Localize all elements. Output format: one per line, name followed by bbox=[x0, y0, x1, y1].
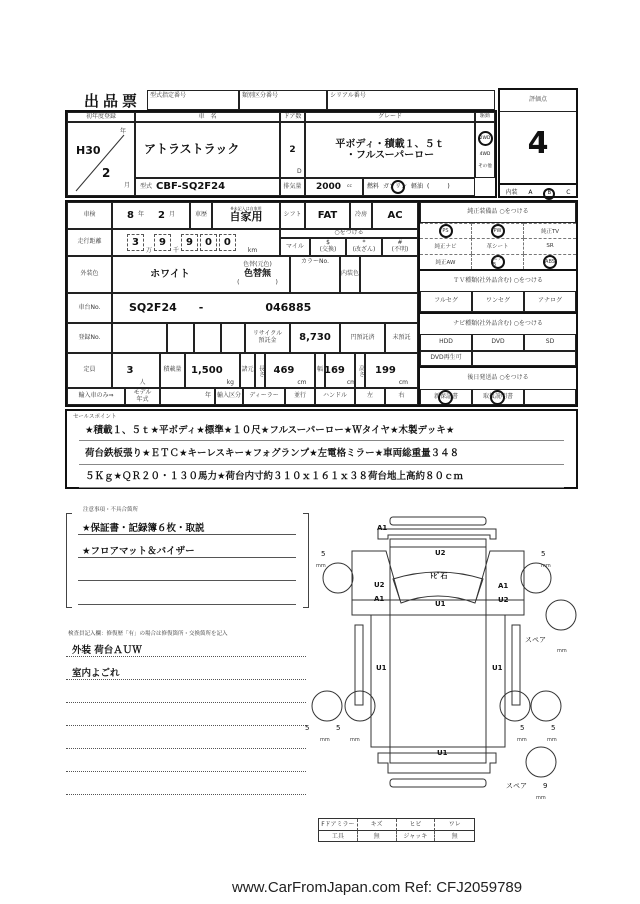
mileage-digit: 0 bbox=[200, 234, 217, 252]
mark-mile[interactable]: マイル bbox=[280, 238, 310, 256]
genuine-airbag[interactable]: エアB bbox=[472, 254, 524, 269]
score-label: 評価点 bbox=[528, 96, 547, 103]
tv-header: ＴＶ種類(社外品含む) ○をつける bbox=[453, 276, 543, 284]
score-value: 4 bbox=[500, 111, 576, 183]
mark-unknown[interactable]: # (不明) bbox=[382, 238, 418, 256]
load-cell bbox=[185, 353, 240, 388]
chassis-value bbox=[112, 293, 418, 323]
navi-dvd[interactable]: DVD bbox=[472, 334, 524, 351]
shift-label: シフト bbox=[280, 202, 305, 229]
color-paren: ( ) bbox=[237, 278, 278, 286]
fuel-gasoline-circled: ガソリン bbox=[383, 184, 407, 191]
interior-label: 内装 bbox=[505, 189, 518, 197]
later-manual-circled[interactable]: 取扱説明書 bbox=[472, 389, 524, 405]
year-unit: 年 bbox=[137, 211, 144, 219]
damage-mark: U1 bbox=[437, 749, 448, 757]
table-cell: 無 bbox=[358, 831, 397, 842]
capacity-label: 定員 bbox=[67, 353, 112, 388]
width-value: 169 bbox=[323, 364, 345, 376]
import-label: 輸入車のみ⇒ bbox=[67, 388, 125, 405]
damage-mark: U2 bbox=[435, 549, 446, 557]
tire-depth: 5 bbox=[336, 724, 341, 732]
interior-color-label: 内装色 bbox=[340, 256, 360, 293]
tire-depth: 5 bbox=[551, 724, 556, 732]
capacity-unit: 人 bbox=[139, 379, 146, 387]
car-name: アトラストラック bbox=[135, 122, 280, 178]
model-value: CBF-SQ2F24 bbox=[156, 181, 226, 193]
inspector-line-empty bbox=[66, 729, 306, 749]
spare-depth: 9 bbox=[543, 782, 548, 790]
tire-depth: 5 bbox=[305, 724, 310, 732]
drive-label: 駆動 bbox=[475, 112, 495, 122]
mileage-digit: 9 bbox=[181, 234, 198, 252]
spare-tire-rear bbox=[526, 747, 556, 777]
history-note: ※未記入は自家用 bbox=[230, 205, 262, 211]
note-line-empty bbox=[78, 561, 296, 581]
vehicle-damage-diagram bbox=[300, 515, 595, 815]
inspection-month: 2 bbox=[158, 209, 165, 221]
chassis-label: 車台No. bbox=[67, 293, 112, 323]
later-blank bbox=[524, 389, 576, 405]
recycle-label: リサイクル預託金 bbox=[245, 323, 290, 353]
genuine-header: 純正装備品 ○をつける bbox=[420, 202, 576, 223]
inspector-lines bbox=[66, 637, 311, 807]
tv-oneseg[interactable]: ワンセグ bbox=[472, 291, 524, 312]
mileage-label: 走行距離 bbox=[67, 229, 112, 256]
mm-unit: mm bbox=[536, 795, 546, 801]
table-cell: ワレ bbox=[435, 819, 474, 831]
history-value: 自家用 bbox=[229, 210, 263, 224]
grade-line-1: 平ボディ・積載１、５ｔ bbox=[335, 138, 445, 150]
reg-cell bbox=[112, 323, 167, 353]
mileage-digit: 0 bbox=[219, 234, 236, 252]
chassis-number: 046885 bbox=[265, 300, 312, 314]
unit-km: km bbox=[247, 247, 258, 255]
length-label: 長さ bbox=[255, 353, 265, 388]
genuine-tv[interactable]: 純正TV bbox=[524, 223, 576, 238]
displacement-cell bbox=[305, 178, 363, 196]
handle-label: ハンドル bbox=[315, 388, 355, 405]
damage-mark: U1 bbox=[376, 664, 387, 672]
type-designation-field: 型式指定番号 bbox=[147, 90, 239, 110]
color-change-label: 色替(元色) bbox=[243, 261, 272, 269]
inspector-line-empty bbox=[66, 706, 306, 726]
load-value: 1,500 bbox=[191, 364, 223, 376]
diesel-paren: ( ) bbox=[427, 182, 450, 190]
note-line: ★保証書・記録簿６枚・取説 bbox=[78, 515, 296, 535]
sales-point-line: ５Ｋｇ★ＱＲ２０・１３０馬力★荷台内寸約３１０ｘ１６１ｘ３８荷台地上高約８０ｃｍ bbox=[79, 466, 564, 488]
grade-line-2: ・フルスーパーロー bbox=[345, 150, 435, 161]
first-reg-cell bbox=[67, 122, 135, 196]
recycle-unpaid: 未預託 bbox=[385, 323, 418, 353]
chassis-prefix: SQ2F24 bbox=[129, 300, 177, 314]
reg-cell bbox=[167, 323, 194, 353]
reg-label: 登録No. bbox=[67, 323, 112, 353]
mm-unit: mm bbox=[517, 737, 527, 743]
interior-color-value bbox=[360, 256, 418, 293]
rear-bumper bbox=[390, 779, 486, 787]
drive-other: その他 bbox=[478, 163, 492, 169]
damage-mark: A1 bbox=[498, 582, 509, 590]
width-label: 幅 bbox=[315, 353, 325, 388]
model-year-label: モデル年式 bbox=[125, 388, 160, 405]
width-cell bbox=[325, 353, 355, 388]
inspection-year: 8 bbox=[127, 209, 134, 221]
footer-watermark: www.CarFromJapan.com Ref: CFJ2059789 bbox=[232, 879, 523, 896]
front-bumper-frame bbox=[378, 529, 496, 539]
month-unit: 月 bbox=[124, 182, 131, 189]
genuine-aw[interactable]: 純正AW bbox=[420, 254, 472, 269]
genuine-abs[interactable]: ABS bbox=[524, 254, 576, 269]
length-cell bbox=[265, 353, 315, 388]
category-field: 類別区分番号 bbox=[239, 90, 327, 110]
later-header: 後日発送品 ○をつける bbox=[467, 374, 529, 382]
front-bumper bbox=[390, 517, 486, 525]
mileage-digit: 3 bbox=[127, 234, 144, 252]
damage-mark: U1 bbox=[492, 664, 503, 672]
inspector-line-empty bbox=[66, 752, 306, 772]
damage-mark: U2 bbox=[498, 596, 509, 604]
ac-label: 冷房 bbox=[350, 202, 372, 229]
shift-value: FAT bbox=[305, 202, 350, 229]
sheet-title: 出品票 bbox=[84, 92, 142, 110]
doors-unit: D bbox=[297, 168, 302, 175]
note-line-empty bbox=[78, 585, 296, 605]
sales-point-line: 荷台鉄板張り★ＥＴＣ★キーレスキー★フォグランプ★左電格ミラー★車両総重量３４８ bbox=[79, 443, 564, 465]
doors-value: 2 bbox=[280, 122, 305, 178]
color-label: 外装色 bbox=[67, 256, 112, 293]
model-year-value: 年 bbox=[160, 388, 215, 405]
table-cell: ジャッキ bbox=[397, 831, 436, 842]
recycle-paid: 円預託済 bbox=[340, 323, 385, 353]
spare-label: スペア bbox=[506, 782, 527, 790]
drive-4wd: 4WD bbox=[479, 152, 491, 158]
genuine-sunroof[interactable]: SR bbox=[524, 238, 576, 253]
serial-field: シリアル番号 bbox=[327, 90, 495, 110]
tv-analog[interactable]: アナログ bbox=[524, 291, 576, 312]
left-door bbox=[352, 551, 400, 600]
car-name-label: 車 名 bbox=[135, 112, 280, 122]
drive-2wd-circled: 2WD bbox=[478, 131, 493, 146]
mileage-value bbox=[112, 229, 280, 256]
genuine-leather-seat[interactable]: 革シート bbox=[472, 238, 524, 253]
mark-header: ○をつける bbox=[280, 229, 418, 238]
import-parallel[interactable]: 並行 bbox=[285, 388, 315, 405]
ac-value: AC bbox=[372, 202, 418, 229]
score-box bbox=[498, 88, 578, 198]
mm-unit: mm bbox=[320, 737, 330, 743]
spare-tire bbox=[546, 600, 576, 630]
first-reg-label: 初年度登録 bbox=[67, 112, 135, 122]
displacement-unit: cc bbox=[347, 184, 352, 190]
chassis-dash: - bbox=[198, 300, 204, 314]
height-label: 高さ bbox=[355, 353, 365, 388]
mm-unit: mm bbox=[547, 737, 557, 743]
reg-cell bbox=[221, 323, 245, 353]
mark-tampered[interactable]: * (改ざん) bbox=[346, 238, 382, 256]
displacement-label: 排気量 bbox=[280, 178, 305, 196]
tv-fullseg[interactable]: フルセグ bbox=[420, 291, 472, 312]
genuine-grid bbox=[420, 223, 576, 269]
doors-label: ドア数 bbox=[280, 112, 305, 122]
tire-front-left bbox=[323, 563, 353, 593]
genuine-navi[interactable]: 純正ナビ bbox=[420, 238, 472, 253]
mileage-digit: 9 bbox=[154, 234, 171, 252]
capacity-value: 3 bbox=[126, 364, 134, 376]
later-warranty-circled[interactable]: 新保証書 bbox=[420, 389, 472, 405]
import-dealer[interactable]: ディーラー bbox=[243, 388, 285, 405]
tire-rear-right-outer bbox=[531, 691, 561, 721]
mm-unit: mm bbox=[350, 737, 360, 743]
tire-depth: 5 bbox=[541, 550, 546, 558]
color-change-cell bbox=[226, 256, 290, 293]
month-unit: 月 bbox=[168, 211, 175, 219]
right-side-panel bbox=[512, 625, 520, 705]
damage-mark: U1 bbox=[435, 600, 446, 608]
handle-right[interactable]: 右 bbox=[385, 388, 418, 405]
navi-hdd[interactable]: HDD bbox=[420, 334, 472, 351]
interior-grade-a: A bbox=[528, 189, 533, 197]
capacity-cell bbox=[112, 353, 160, 388]
spare-label: スペア bbox=[525, 636, 546, 644]
year-unit: 年 bbox=[120, 128, 127, 135]
note-line: ★フロアマット＆バイザー bbox=[78, 538, 296, 558]
load-label: 積載量 bbox=[160, 353, 185, 388]
mm-unit: mm bbox=[316, 563, 326, 569]
interior-grade-c: C bbox=[566, 189, 571, 197]
load-unit: kg bbox=[226, 379, 234, 387]
fuel-cell bbox=[363, 178, 475, 196]
height-value: 199 bbox=[374, 364, 396, 376]
drive-options bbox=[475, 122, 495, 178]
table-cell: キズ bbox=[358, 819, 397, 831]
damage-mark: A1 bbox=[377, 524, 388, 532]
windshield-mark: ﾄﾋﾞ石 bbox=[430, 572, 448, 580]
unit-man: 万 bbox=[145, 247, 152, 255]
inspector-line-empty bbox=[66, 775, 306, 795]
sales-points-box bbox=[65, 409, 578, 489]
mark-exchanged[interactable]: $ (交換) bbox=[310, 238, 346, 256]
import-type-label: 輸入区分 bbox=[215, 388, 243, 405]
color-change-value: 色替無 bbox=[243, 269, 271, 280]
color-no-label: カラーNo. bbox=[290, 256, 340, 293]
inspection-value bbox=[112, 202, 190, 229]
damage-mark: U2 bbox=[374, 581, 385, 589]
tire-depth: 5 bbox=[520, 724, 525, 732]
bed-frame bbox=[371, 615, 505, 747]
tire-rear-left-outer bbox=[312, 691, 342, 721]
accessory-table bbox=[318, 818, 475, 842]
genuine-ps[interactable]: PS bbox=[420, 223, 472, 238]
inspector-line: 外装 荷台ＡＵＷ bbox=[66, 637, 306, 657]
handle-left[interactable]: 左 bbox=[355, 388, 385, 405]
genuine-pw[interactable]: PW bbox=[472, 223, 524, 238]
model-cell bbox=[135, 178, 280, 196]
height-cell bbox=[365, 353, 418, 388]
inspector-line-empty bbox=[66, 683, 306, 703]
diesel-label: 軽油 bbox=[411, 182, 424, 190]
recycle-value: 8,730 bbox=[290, 323, 340, 353]
cm-unit: cm bbox=[398, 379, 409, 387]
notes-label: 注意事項・不具合箇所 bbox=[83, 507, 139, 513]
navi-header: ナビ種類(社外品含む) ○をつける bbox=[453, 319, 543, 327]
model-label: 型式 bbox=[140, 182, 153, 190]
first-reg-month: 2 bbox=[102, 166, 111, 180]
sales-point-line: ★積載１、５ｔ★平ボディ★標準★１０尺★フルスーパーロー★Ｗタイヤ★木製デッキ★ bbox=[79, 420, 564, 441]
inspection-label: 車検 bbox=[67, 202, 112, 229]
inspector-line: 室内よごれ bbox=[66, 660, 306, 680]
sales-points-label: セールスポイント bbox=[73, 414, 117, 420]
mm-unit: mm bbox=[557, 648, 567, 654]
damage-mark: A1 bbox=[374, 595, 385, 603]
notes-box bbox=[66, 513, 309, 608]
left-side-panel bbox=[355, 625, 363, 705]
navi-sd[interactable]: SD bbox=[524, 334, 576, 351]
inspector-label: 検査員記入欄：修復歴「有」の場合は修復箇所・交換箇所を記入 bbox=[68, 631, 228, 637]
cm-unit: cm bbox=[297, 379, 307, 387]
color-value: ホワイト bbox=[112, 256, 227, 293]
table-cell: Fドアミラー bbox=[319, 819, 358, 831]
grade-label: グレード bbox=[305, 112, 475, 122]
tire-depth: 5 bbox=[321, 550, 326, 558]
right-door bbox=[476, 551, 524, 600]
history-cell bbox=[212, 202, 280, 229]
history-label: 車歴 bbox=[190, 202, 212, 229]
interior-grade-b-circled: B bbox=[543, 188, 555, 200]
mm-unit: mm bbox=[541, 563, 551, 569]
table-cell: 無 bbox=[451, 832, 458, 840]
grade-value bbox=[305, 122, 475, 178]
unit-sen: 千 bbox=[172, 247, 179, 255]
reg-cell bbox=[194, 323, 221, 353]
bracket-left bbox=[66, 513, 72, 608]
first-reg-year: H30 bbox=[76, 144, 101, 157]
displacement-value: 2000 bbox=[315, 181, 342, 192]
fuel-label: 燃料 bbox=[367, 182, 380, 190]
table-cell: ヒビ bbox=[397, 819, 436, 831]
navi-blank bbox=[472, 351, 576, 366]
table-cell: 工具 bbox=[319, 831, 358, 842]
navi-dvd-playback[interactable]: DVD再生可 bbox=[420, 351, 472, 366]
cm-unit: cm bbox=[346, 379, 357, 387]
length-value: 469 bbox=[273, 364, 295, 376]
spec-label: 諸元 bbox=[240, 353, 255, 388]
